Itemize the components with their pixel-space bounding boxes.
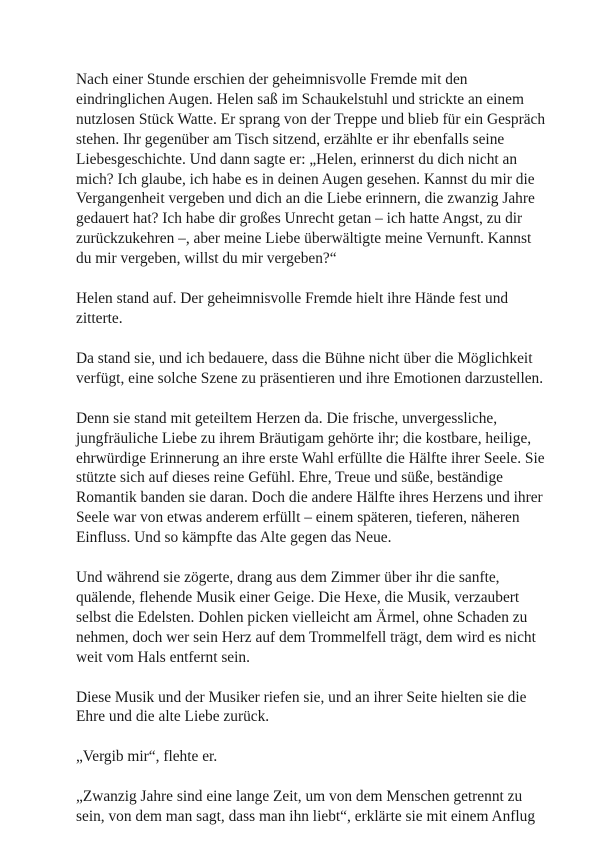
text-line: verfügt, eine solche Szene zu präsentieren und ihre Emotionen darzustellen. <box>76 369 544 387</box>
text-line: Einfluss. Und so kämpfte das Alte gegen das Neue. <box>76 529 392 547</box>
text-line: sein, von dem man sagt, dass man ihn liebt“, erklärte sie mit einem Anflug <box>76 808 536 826</box>
text-line: Da stand sie, und ich bedauere, dass die Bühne nicht über die Möglichkeit <box>76 349 533 367</box>
text-line: eindringlichen Augen. Helen saß im Schaukelstuhl und strickte an einem <box>76 90 524 108</box>
paragraph-3 <box>76 349 544 389</box>
paragraph-8 <box>76 787 536 827</box>
paragraph-5 <box>76 568 536 668</box>
text-line: selbst die Edelsten. Dohlen picken vielleicht am Ärmel, ohne Schaden zu <box>76 608 528 626</box>
text-line: nehmen, doch wer sein Herz auf dem Trommelfell trägt, dem wird es nicht <box>76 628 536 646</box>
body-text <box>76 70 546 847</box>
paragraph-1 <box>76 70 546 269</box>
text-line: Nach einer Stunde erschien der geheimnisvolle Fremde mit den <box>76 71 468 88</box>
text-line: mich? Ich glaube, ich habe es in deinen Augen gesehen. Kannst du mir die <box>76 170 535 188</box>
text-line: stützte sich auf dieses reine Gefühl. Ehre, Treue und süße, beständige <box>76 469 503 487</box>
text-line: Diese Musik und der Musiker riefen sie, und an ihrer Seite hielten sie die <box>76 688 527 706</box>
text-line: zurückzukehren –, aber meine Liebe überwältigte meine Vernunft. Kannst <box>76 230 532 248</box>
paragraph-2 <box>76 289 536 329</box>
text-line: ehrwürdige Erinnerung an ihre erste Wahl erfüllte die Hälfte ihrer Seele. Sie <box>76 449 545 467</box>
text-line: Helen stand auf. Der geheimnisvolle Fremde hielt ihre Hände fest und <box>76 290 509 308</box>
text-line: gedauert hat? Ich habe dir großes Unrecht getan – ich hatte Angst, zu dir <box>76 210 523 228</box>
text-line: „Vergib mir“, flehte er. <box>76 748 218 766</box>
text-line: zitterte. <box>76 309 123 327</box>
paragraph-4 <box>76 409 545 548</box>
text-line: Denn sie stand mit geteiltem Herzen da. Die frische, unvergessliche, <box>76 409 498 427</box>
text-line: du mir vergeben, willst du mir vergeben?“ <box>76 250 337 268</box>
text-line: Romantik banden sie daran. Doch die andere Hälfte ihres Herzens und ihrer <box>76 489 543 507</box>
text-line: Ehre und die alte Liebe zurück. <box>76 708 270 726</box>
paragraph-6 <box>76 688 536 728</box>
text-line: weit vom Hals entfernt sein. <box>76 648 250 666</box>
text-line: Und während sie zögerte, drang aus dem Zimmer über ihr die sanfte, <box>76 569 500 587</box>
text-line: Seele war von etwas anderem erfüllt – einem späteren, tieferen, näheren <box>76 509 520 527</box>
paragraph-7 <box>76 747 536 767</box>
text-line: nutzlosen Stück Watte. Er sprang von der Treppe und blieb für ein Gespräch <box>76 110 546 128</box>
text-line: stehen. Ihr gegenüber am Tisch sitzend, erzählte er ihr ebenfalls seine <box>76 130 505 148</box>
text-line: quälende, flehende Musik einer Geige. Die Hexe, die Musik, verzaubert <box>76 588 520 606</box>
text-line: Vergangenheit vergeben und dich an die Liebe erinnern, die zwanzig Jahre <box>76 190 535 208</box>
text-line: Liebesgeschichte. Und dann sagte er: „Helen, erinnerst du dich nicht an <box>76 150 518 168</box>
text-line: „Zwanzig Jahre sind eine lange Zeit, um von dem Menschen getrennt zu <box>76 788 523 806</box>
text-line: jungfräuliche Liebe zu ihrem Bräutigam gehörte ihr; die kostbare, heilige, <box>76 429 532 447</box>
